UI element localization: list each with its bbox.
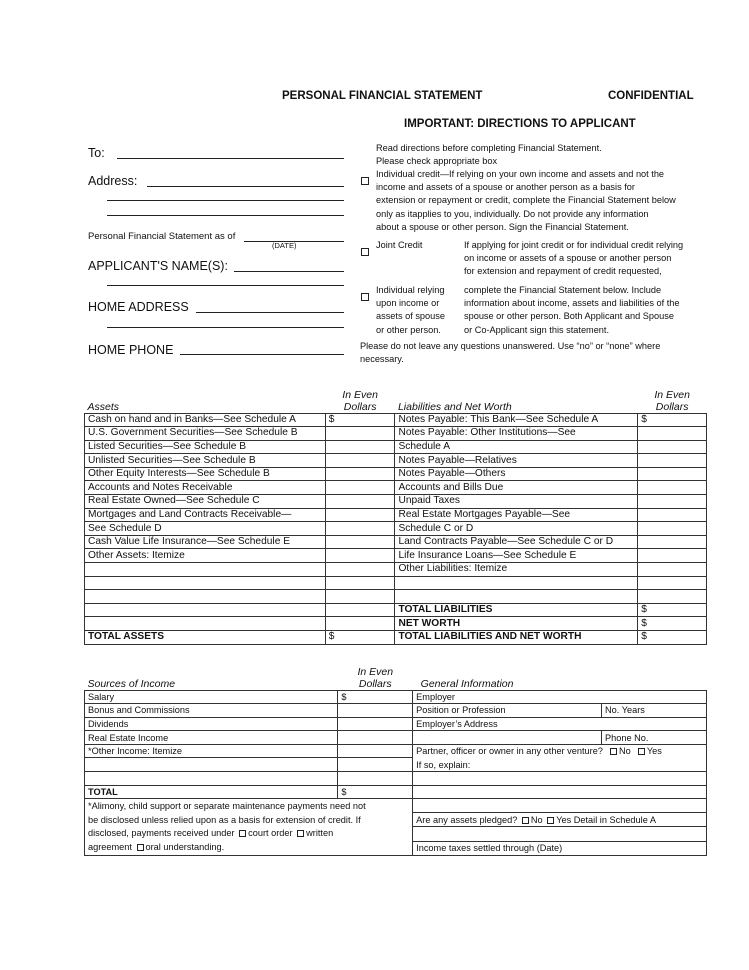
total-liabilities-net-worth-amount[interactable]: $ (638, 631, 707, 645)
liability-row-amount[interactable]: $ (638, 603, 707, 617)
address-field-1[interactable] (147, 186, 344, 187)
form-title: PERSONAL FINANCIAL STATEMENT (282, 90, 483, 102)
sources-of-income-header: Sources of Income (87, 677, 176, 690)
asset-row-label: Cash Value Life Insurance—See Schedule E (85, 535, 326, 549)
asset-row-label: Unlisted Securities—See Schedule B (85, 454, 326, 468)
liability-row-label: Notes Payable—Relatives (395, 454, 638, 468)
asset-row-label: Other Assets: Itemize (85, 549, 326, 563)
liability-row-label (395, 590, 638, 604)
directions-heading: IMPORTANT: DIRECTIONS TO APPLICANT (404, 118, 636, 130)
liability-row-label: Notes Payable: Other Institutions—See (395, 427, 638, 441)
written-checkbox[interactable] (297, 830, 304, 837)
individual-credit-checkbox[interactable] (361, 172, 373, 190)
employer-field[interactable]: Employer (413, 690, 707, 704)
income-row-bonus: Bonus and Commissions (85, 704, 338, 718)
liability-row-amount[interactable]: $ (638, 617, 707, 631)
asset-row-label: Cash on hand and in Banks—See Schedule A (85, 413, 326, 427)
asset-row-amount[interactable] (325, 481, 395, 495)
pledged-detail-line[interactable] (413, 827, 707, 841)
income-even-dollars-header: In Even Dollars (357, 665, 394, 690)
general-information-header: General Information (420, 677, 514, 690)
asset-row-amount[interactable] (325, 495, 395, 509)
liability-row-label: Land Contracts Payable—See Schedule C or D (395, 535, 638, 549)
address-field-2[interactable] (107, 200, 344, 201)
income-row-dividends: Dividends (85, 717, 338, 731)
joint-credit-text: If applying for joint credit or for individual credit relying on income or assets of a spouse or another person for extension and repayment of credit requested, (464, 240, 684, 277)
liability-row-label: Schedule C or D (395, 522, 638, 536)
individual-relying-label: Individual relying upon income or assets of spouse or other person. (376, 285, 445, 335)
liability-row-label: Life Insurance Loans—See Schedule E (395, 549, 638, 563)
joint-credit-label: Joint Credit (376, 240, 423, 250)
liability-row-label: Other Liabilities: Itemize (395, 563, 638, 577)
real-estate-amount[interactable] (338, 731, 413, 745)
liability-row-label: NET WORTH (395, 617, 638, 631)
asset-row-label: Listed Securities—See Schedule B (85, 440, 326, 454)
explain-line-2[interactable] (413, 785, 707, 799)
home-address-field-2[interactable] (107, 327, 344, 328)
liability-row-label: Schedule A (395, 440, 638, 454)
assets-even-dollars-header: In Even Dollars (325, 383, 395, 413)
alimony-note: *Alimony, child support or separate maintenance payments need not be disclosed unless relied upon as a basis for extension of credit. If disclosed, payments received under court order written agreement oral understanding. (85, 799, 413, 855)
income-row-blank-2[interactable] (85, 772, 338, 786)
to-field[interactable] (117, 158, 344, 159)
liability-row-amount[interactable] (638, 481, 707, 495)
income-row-blank-1[interactable] (85, 758, 338, 772)
liability-row-label: Unpaid Taxes (395, 495, 638, 509)
income-table (84, 660, 707, 856)
liability-row-amount[interactable] (638, 563, 707, 577)
asset-row-label (85, 576, 326, 590)
asset-row-label (85, 563, 326, 577)
income-total-amount[interactable]: $ (338, 785, 413, 799)
years-field[interactable]: No. Years (602, 704, 707, 718)
home-address-field-1[interactable] (196, 312, 344, 313)
unanswered-note: Please do not leave any questions unanswered. Use “no” or “none” where necessary. (360, 341, 661, 365)
position-field[interactable]: Position or Profession (413, 704, 602, 718)
balance-sheet-table (84, 383, 707, 645)
asset-row-amount[interactable] (325, 467, 395, 481)
confidential-label: CONFIDENTIAL (608, 90, 694, 102)
statement-as-of-label: Personal Financial Statement as of (88, 231, 236, 242)
home-phone-field[interactable] (180, 354, 344, 355)
asset-row-amount[interactable] (325, 549, 395, 563)
asset-row-amount[interactable] (325, 522, 395, 536)
income-row-salary: Salary (85, 690, 338, 704)
if-so-explain[interactable]: If so, explain: (413, 758, 707, 772)
asset-row-label: Accounts and Notes Receivable (85, 481, 326, 495)
asset-row-amount[interactable] (325, 508, 395, 522)
asset-row-label: See Schedule D (85, 522, 326, 536)
liability-row-label (395, 576, 638, 590)
liabilities-even-dollars-header: In Even Dollars (638, 383, 707, 413)
liability-row-amount[interactable] (638, 535, 707, 549)
income-blank-amount-2[interactable] (338, 772, 413, 786)
pledged-blank[interactable] (413, 799, 707, 813)
directions-line-1: Read directions before completing Financial Statement. (376, 143, 602, 153)
total-assets-amount[interactable]: $ (325, 631, 395, 645)
asset-row-label: U.S. Government Securities—See Schedule B (85, 427, 326, 441)
individual-credit-text: Individual credit—If relying on your own income and assets and not the income and assets of a spouse or another person as a basis for extension or repayment or credit, complete the Financial Statement below only as itapplies to you, individually. Do not provide any information about a spouse or other person. Sign the Financial Statement. (376, 169, 676, 232)
liability-row-label: Notes Payable: This Bank—See Schedule A (395, 413, 638, 427)
asset-row-amount[interactable] (325, 535, 395, 549)
partner-yes-checkbox[interactable] (638, 748, 645, 755)
pledged-no-checkbox[interactable] (522, 817, 529, 824)
asset-row-label: Other Equity Interests—See Schedule B (85, 467, 326, 481)
liability-row-amount[interactable] (638, 522, 707, 536)
asset-row-label (85, 617, 326, 631)
asset-row-amount[interactable] (325, 440, 395, 454)
salary-amount[interactable]: $ (338, 690, 413, 704)
asset-row-amount[interactable] (325, 454, 395, 468)
asset-row-amount[interactable] (325, 427, 395, 441)
liability-row-amount[interactable] (638, 440, 707, 454)
income-total-label: TOTAL (85, 785, 338, 799)
home-phone-label: HOME PHONE (88, 343, 174, 357)
asset-row-amount[interactable] (325, 590, 395, 604)
court-order-checkbox[interactable] (239, 830, 246, 837)
asset-row-amount[interactable] (325, 576, 395, 590)
liability-row-label: Notes Payable—Others (395, 467, 638, 481)
employer-address-field[interactable]: Employer’s Address (413, 717, 707, 731)
phone-field[interactable]: Phone No. (602, 731, 707, 745)
explain-line-1[interactable] (413, 772, 707, 786)
other-income-amount[interactable] (338, 744, 413, 758)
home-address-label: HOME ADDRESS (88, 300, 189, 314)
oral-checkbox[interactable] (137, 844, 144, 851)
liability-row-amount[interactable] (638, 454, 707, 468)
partner-no-checkbox[interactable] (610, 748, 617, 755)
income-row-other: *Other Income: Itemize (85, 744, 338, 758)
asset-row-label (85, 603, 326, 617)
liability-row-amount[interactable]: $ (638, 413, 707, 427)
to-label: To: (88, 146, 105, 160)
address-field-3[interactable] (107, 215, 344, 216)
assets-header: Assets (85, 383, 326, 413)
liability-row-label: TOTAL LIABILITIES (395, 603, 638, 617)
total-liabilities-net-worth-label: TOTAL LIABILITIES AND NET WORTH (395, 631, 638, 645)
liability-row-label: Accounts and Bills Due (395, 481, 638, 495)
asset-row-label (85, 590, 326, 604)
liabilities-header: Liabilities and Net Worth (395, 383, 638, 413)
asset-row-label: Mortgages and Land Contracts Receivable— (85, 508, 326, 522)
income-row-real-estate: Real Estate Income (85, 731, 338, 745)
income-blank-amount-1[interactable] (338, 758, 413, 772)
income-taxes-field[interactable]: Income taxes settled through (Date) (413, 841, 707, 855)
pledged-question[interactable]: Are any assets pledged? No Yes Detail in Schedule A (413, 813, 707, 827)
asset-row-amount[interactable] (325, 617, 395, 631)
employer-address-cont[interactable] (413, 731, 602, 745)
asset-row-label: Real Estate Owned—See Schedule C (85, 495, 326, 509)
asset-row-amount[interactable]: $ (325, 413, 395, 427)
individual-relying-checkbox[interactable] (361, 288, 373, 306)
partner-question[interactable]: Partner, officer or owner in any other venture? No Yes (413, 744, 707, 758)
individual-relying-text: complete the Financial Statement below. Include information about income, assets and liabilities of the spouse or other person. Both Applicant and Spouse or Co-Applicant sign this statement. (464, 285, 680, 335)
joint-credit-checkbox[interactable] (361, 243, 373, 261)
applicant-names-label: APPLICANT'S NAME(S): (88, 259, 228, 273)
address-label: Address: (88, 174, 138, 188)
date-caption: (DATE) (272, 241, 297, 250)
liability-row-amount[interactable] (638, 576, 707, 590)
liability-row-amount[interactable] (638, 549, 707, 563)
directions-line-2: Please check appropriate box (376, 156, 498, 166)
asset-row-amount[interactable] (325, 563, 395, 577)
applicant-names-field-2[interactable] (107, 285, 344, 286)
total-assets-label: TOTAL ASSETS (85, 631, 326, 645)
bonus-amount[interactable] (338, 704, 413, 718)
liability-row-amount[interactable] (638, 467, 707, 481)
asset-row-amount[interactable] (325, 603, 395, 617)
liability-row-amount[interactable] (638, 427, 707, 441)
liability-row-amount[interactable] (638, 495, 707, 509)
liability-row-label: Real Estate Mortgages Payable—See (395, 508, 638, 522)
dividends-amount[interactable] (338, 717, 413, 731)
applicant-names-field-1[interactable] (234, 271, 344, 272)
liability-row-amount[interactable] (638, 590, 707, 604)
liability-row-amount[interactable] (638, 508, 707, 522)
pledged-yes-checkbox[interactable] (547, 817, 554, 824)
